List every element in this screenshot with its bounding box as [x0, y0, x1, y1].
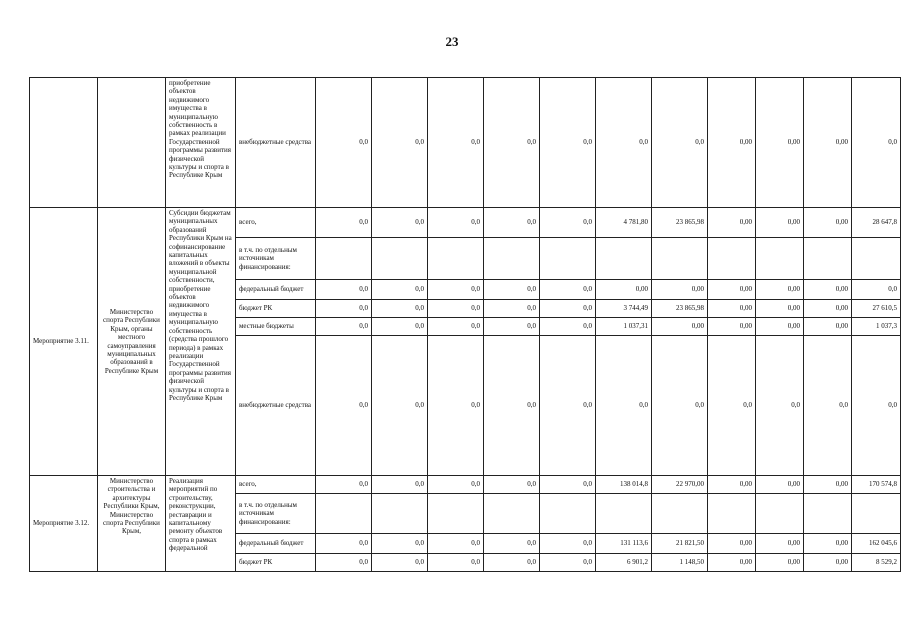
funding-source-cell: федеральный бюджет [236, 280, 316, 300]
amount-cell [316, 494, 372, 534]
amount-cell: 0,0 [316, 318, 372, 336]
amount-cell: 0,0 [428, 300, 484, 318]
executor-cell: Министерство спорта Республики Крым, органы местного самоуправления муниципальных образований в Республике Крым [98, 208, 166, 476]
amount-cell: 162 045,6 [852, 534, 901, 554]
budget-table [29, 77, 901, 572]
amount-cell: 28 647,8 [852, 208, 901, 238]
funding-source-cell: внебюджетные средства [236, 336, 316, 476]
executor-cell: Министерство строительства и архитектуры Республики Крым, Министерство спорта Республики Крым, [98, 476, 166, 572]
amount-cell: 0,0 [852, 280, 901, 300]
amount-cell: 1 037,31 [596, 318, 652, 336]
amount-cell: 0,0 [372, 554, 428, 572]
amount-cell: 0,0 [372, 300, 428, 318]
amount-cell [316, 238, 372, 280]
amount-cell: 0,0 [428, 554, 484, 572]
amount-cell [852, 238, 901, 280]
amount-cell: 0,0 [484, 554, 540, 572]
amount-cell: 0,00 [708, 554, 756, 572]
amount-cell: 0,00 [652, 318, 708, 336]
funding-source-cell: бюджет РК [236, 300, 316, 318]
amount-cell: 0,0 [540, 554, 596, 572]
amount-cell: 0,00 [708, 318, 756, 336]
amount-cell: 0,0 [484, 300, 540, 318]
amount-cell: 0,00 [804, 476, 852, 494]
amount-cell: 0,0 [428, 78, 484, 208]
amount-cell: 0,0 [316, 534, 372, 554]
amount-cell [540, 494, 596, 534]
amount-cell: 0,0 [484, 208, 540, 238]
funding-source-cell: всего, [236, 476, 316, 494]
amount-cell [652, 238, 708, 280]
amount-cell: 23 865,98 [652, 208, 708, 238]
amount-cell: 0,0 [652, 78, 708, 208]
amount-cell [708, 494, 756, 534]
amount-cell: 0,0 [428, 534, 484, 554]
funding-source-cell: федеральный бюджет [236, 534, 316, 554]
amount-cell: 0,00 [804, 318, 852, 336]
amount-cell: 3 744,49 [596, 300, 652, 318]
amount-cell: 0,00 [804, 208, 852, 238]
amount-cell: 0,00 [756, 280, 804, 300]
amount-cell: 0,0 [316, 280, 372, 300]
amount-cell: 0,0 [596, 336, 652, 476]
amount-cell: 0,0 [372, 336, 428, 476]
amount-cell: 0,0 [484, 78, 540, 208]
amount-cell: 0,0 [804, 336, 852, 476]
amount-cell: 0,0 [540, 208, 596, 238]
amount-cell: 8 529,2 [852, 554, 901, 572]
amount-cell: 1 037,3 [852, 318, 901, 336]
funding-source-cell: в т.ч. по отдельным источникам финансирования: [236, 494, 316, 534]
amount-cell: 0,0 [372, 78, 428, 208]
amount-cell [372, 494, 428, 534]
amount-cell: 0,0 [484, 318, 540, 336]
amount-cell: 0,00 [804, 300, 852, 318]
amount-cell: 0,0 [852, 336, 901, 476]
amount-cell [804, 238, 852, 280]
amount-cell [372, 238, 428, 280]
amount-cell: 0,00 [804, 554, 852, 572]
amount-cell: 0,00 [756, 476, 804, 494]
amount-cell [428, 494, 484, 534]
amount-cell: 0,0 [428, 208, 484, 238]
amount-cell: 0,0 [484, 336, 540, 476]
amount-cell: 0,00 [596, 280, 652, 300]
amount-cell: 170 574,8 [852, 476, 901, 494]
amount-cell: 22 970,00 [652, 476, 708, 494]
amount-cell: 0,0 [428, 280, 484, 300]
amount-cell [428, 238, 484, 280]
amount-cell: 0,00 [708, 300, 756, 318]
budget-table-body [30, 78, 901, 572]
amount-cell: 0,0 [428, 476, 484, 494]
table-row [30, 78, 901, 208]
event-cell: Мероприятие 3.11. [30, 208, 98, 476]
amount-cell: 0,0 [708, 336, 756, 476]
amount-cell [540, 238, 596, 280]
amount-cell: 0,0 [540, 534, 596, 554]
amount-cell: 0,0 [652, 336, 708, 476]
amount-cell: 0,0 [372, 280, 428, 300]
amount-cell: 0,00 [804, 534, 852, 554]
amount-cell: 0,0 [372, 476, 428, 494]
page-number: 23 [445, 34, 459, 49]
amount-cell: 0,0 [372, 318, 428, 336]
amount-cell: 0,0 [428, 318, 484, 336]
amount-cell: 0,00 [756, 318, 804, 336]
amount-cell: 0,0 [428, 336, 484, 476]
amount-cell [596, 238, 652, 280]
description-cell: Субсидии бюджетам муниципальных образований Республики Крым на софинансирование капитальных вложений в объекты муниципальной собственности, приобретение объектов недвижимого имущества в муниципальную собственность (средства прошлого периода) в рамках реализации Государственной программы развития физической культуры и спорта в Республике Крым [166, 208, 236, 476]
amount-cell: 0,0 [852, 78, 901, 208]
amount-cell: 0,0 [316, 300, 372, 318]
amount-cell: 0,00 [804, 78, 852, 208]
amount-cell [852, 494, 901, 534]
funding-source-cell: внебюджетные средства [236, 78, 316, 208]
funding-source-cell: местные бюджеты [236, 318, 316, 336]
amount-cell [596, 494, 652, 534]
amount-cell: 0,0 [372, 208, 428, 238]
executor-cell [98, 78, 166, 208]
amount-cell: 0,0 [372, 534, 428, 554]
amount-cell: 0,00 [756, 78, 804, 208]
amount-cell: 6 901,2 [596, 554, 652, 572]
amount-cell: 0,0 [316, 208, 372, 238]
amount-cell: 23 865,98 [652, 300, 708, 318]
event-cell [30, 78, 98, 208]
amount-cell [756, 238, 804, 280]
table-row [30, 476, 901, 494]
amount-cell: 0,00 [708, 208, 756, 238]
amount-cell [708, 238, 756, 280]
amount-cell: 0,0 [484, 280, 540, 300]
amount-cell: 0,00 [708, 78, 756, 208]
amount-cell: 4 781,80 [596, 208, 652, 238]
amount-cell: 0,0 [484, 476, 540, 494]
amount-cell: 0,0 [540, 318, 596, 336]
amount-cell: 0,0 [596, 78, 652, 208]
funding-source-cell: в т.ч. по отдельным источникам финансирования: [236, 238, 316, 280]
amount-cell: 0,00 [756, 208, 804, 238]
amount-cell: 1 148,50 [652, 554, 708, 572]
amount-cell [484, 238, 540, 280]
amount-cell: 0,0 [484, 534, 540, 554]
table-row [30, 208, 901, 238]
amount-cell: 0,0 [540, 300, 596, 318]
amount-cell: 138 014,8 [596, 476, 652, 494]
amount-cell: 0,0 [540, 78, 596, 208]
amount-cell: 0,00 [708, 280, 756, 300]
amount-cell: 0,00 [708, 476, 756, 494]
amount-cell: 0,00 [756, 300, 804, 318]
event-cell: Мероприятие 3.12. [30, 476, 98, 572]
amount-cell [804, 494, 852, 534]
amount-cell: 0,0 [316, 78, 372, 208]
amount-cell: 0,0 [316, 554, 372, 572]
amount-cell: 0,0 [316, 336, 372, 476]
amount-cell: 0,0 [316, 476, 372, 494]
amount-cell: 0,0 [540, 280, 596, 300]
amount-cell: 0,00 [652, 280, 708, 300]
amount-cell: 0,0 [540, 476, 596, 494]
amount-cell: 0,00 [708, 534, 756, 554]
amount-cell: 0,00 [756, 534, 804, 554]
description-cell: приобретение объектов недвижимого имущества в муниципальную собственность в рамках реализации Государственной программы развития физической культуры и спорта в Республике Крым [166, 78, 236, 208]
amount-cell: 0,00 [804, 280, 852, 300]
amount-cell: 131 113,6 [596, 534, 652, 554]
amount-cell: 0,0 [540, 336, 596, 476]
amount-cell [484, 494, 540, 534]
description-cell: Реализация мероприятий по строительству, реконструкции, реставрации и капитальному ремонту объектов спорта в рамках федеральной [166, 476, 236, 572]
amount-cell: 0,00 [756, 554, 804, 572]
amount-cell [756, 494, 804, 534]
funding-source-cell: бюджет РК [236, 554, 316, 572]
amount-cell: 0,0 [756, 336, 804, 476]
funding-source-cell: всего, [236, 208, 316, 238]
amount-cell [652, 494, 708, 534]
amount-cell: 27 610,5 [852, 300, 901, 318]
amount-cell: 21 821,50 [652, 534, 708, 554]
